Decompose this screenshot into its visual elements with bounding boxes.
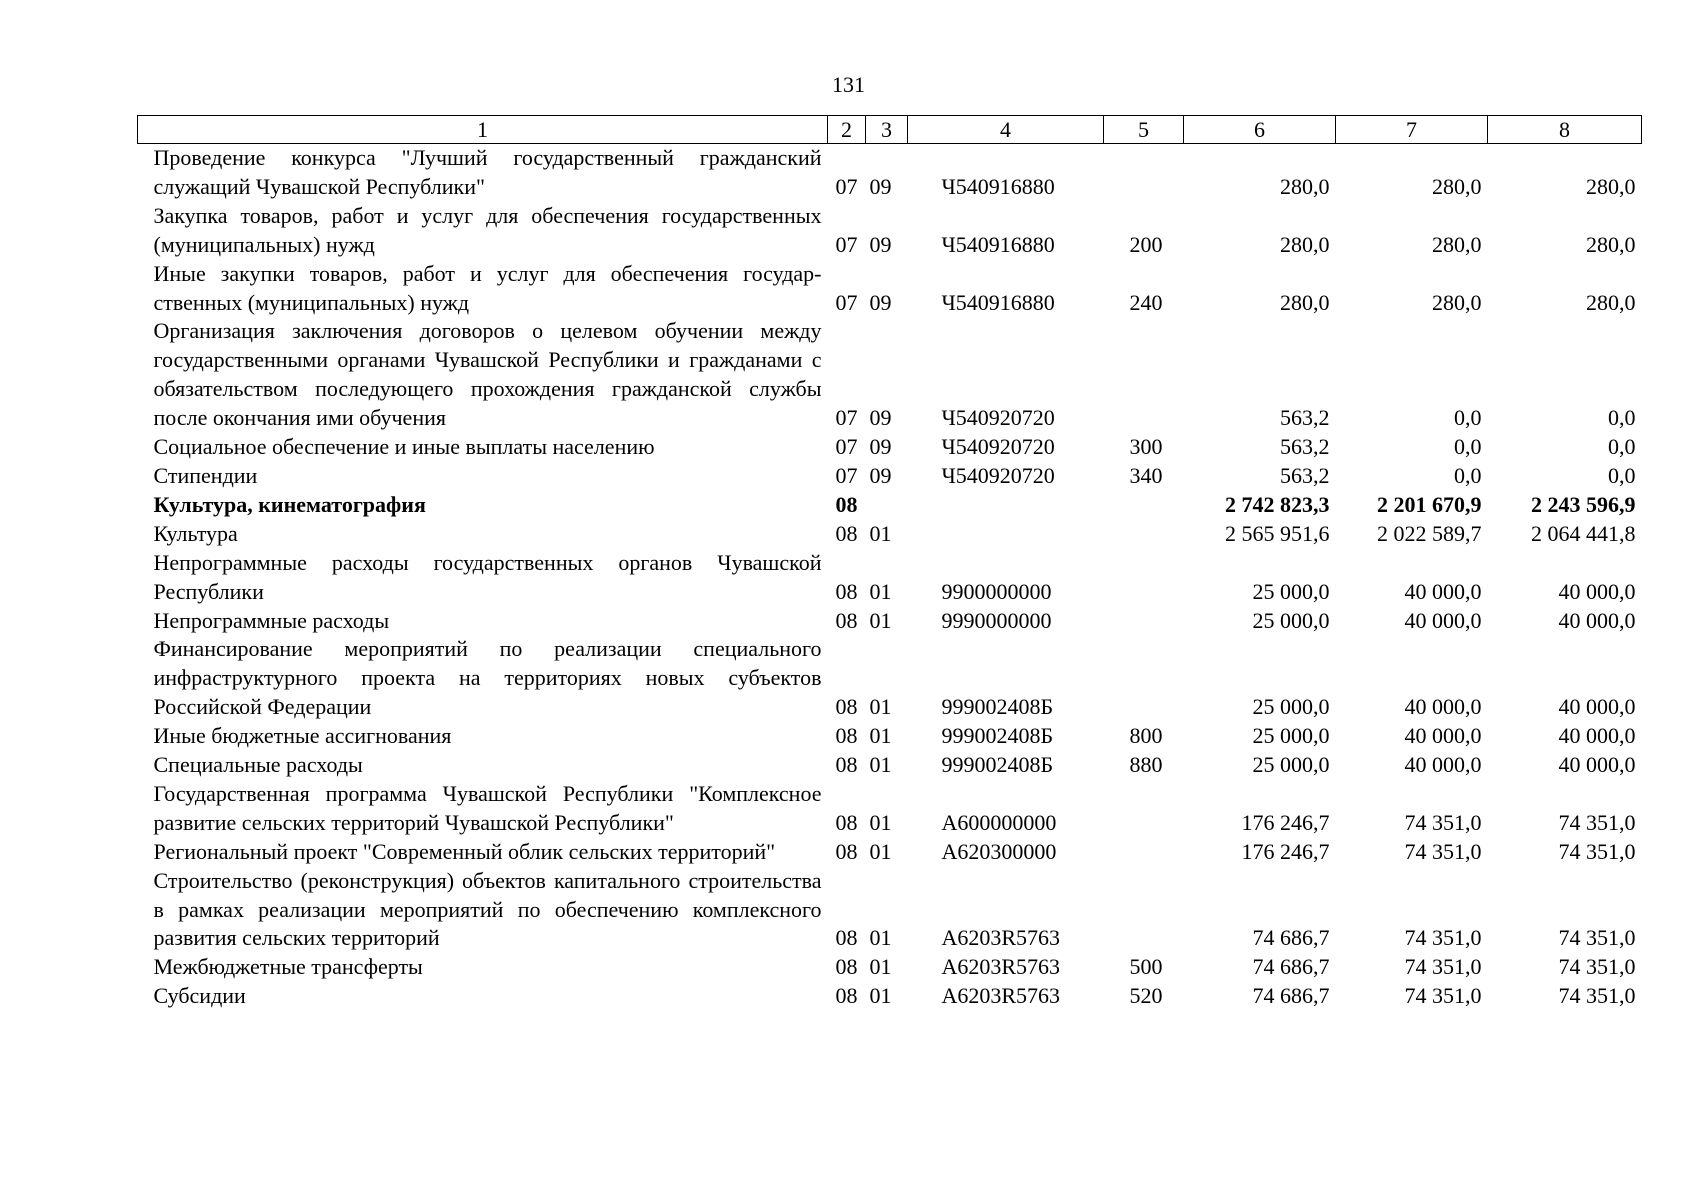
row-target-article: Ч540916880 xyxy=(941,289,1055,315)
row-amount-8: 280,0 xyxy=(1586,173,1636,199)
row-target-article: 9990000000 xyxy=(941,607,1052,633)
row-subsection-code: 09 xyxy=(869,434,892,460)
row-amount-6: 25 000,0 xyxy=(1252,607,1330,633)
row-amount-8: 0,0 xyxy=(1608,405,1636,431)
row-amount-8: 280,0 xyxy=(1586,289,1636,315)
row-amount-6: 25 000,0 xyxy=(1252,694,1330,720)
column-header-1: 1 xyxy=(138,116,828,144)
row-target-article: А600000000 xyxy=(941,809,1057,835)
row-amount-6: 2 565 951,6 xyxy=(1225,520,1330,546)
row-name: Специальные расходы xyxy=(153,752,363,778)
row-target-article xyxy=(908,520,1104,549)
row-amount-7: 40 000,0 xyxy=(1404,694,1482,720)
row-name: Социальное обеспечение и иные выплаты населению xyxy=(153,434,655,460)
row-amount-6: 25 000,0 xyxy=(1252,723,1330,749)
row-target-article: А6203R5763 xyxy=(941,983,1061,1009)
row-amount-8: 40 000,0 xyxy=(1558,752,1636,778)
row-section-code: 07 xyxy=(835,405,858,431)
row-amount-7: 40 000,0 xyxy=(1404,752,1482,778)
row-amount-8: 40 000,0 xyxy=(1558,578,1636,604)
row-subsection-code: 09 xyxy=(869,405,892,431)
column-header-7: 7 xyxy=(1336,116,1488,144)
row-target-article: Ч540916880 xyxy=(941,231,1055,257)
row-name: Государственная программа Чувашской Республики "Комплексное развитие сельских территорий Чувашской Республики" xyxy=(153,780,822,835)
row-target-article: 9900000000 xyxy=(941,578,1052,604)
column-header-5: 5 xyxy=(1104,116,1184,144)
table-body xyxy=(138,144,1642,1012)
row-expense-type: 520 xyxy=(1129,983,1163,1009)
row-section-code: 08 xyxy=(835,925,858,951)
row-section-code: 08 xyxy=(835,954,858,980)
row-section-code: 08 xyxy=(835,694,858,720)
row-section-code: 07 xyxy=(835,289,858,315)
row-amount-7: 0,0 xyxy=(1454,462,1482,488)
row-subsection-code xyxy=(866,491,908,520)
row-section-code: 07 xyxy=(835,434,858,460)
table-row xyxy=(138,982,1642,1011)
row-name: Субсидии xyxy=(153,983,246,1009)
row-amount-7: 74 351,0 xyxy=(1404,954,1482,980)
row-name: Проведение конкурса "Лучший государственный гражданский служащий Чувашской Республики" xyxy=(153,145,822,199)
row-expense-type xyxy=(1104,867,1184,954)
row-target-article: А620300000 xyxy=(941,838,1057,864)
row-amount-6: 280,0 xyxy=(1280,231,1330,257)
row-subsection-code: 01 xyxy=(869,838,892,864)
row-subsection-code: 09 xyxy=(869,231,892,257)
row-amount-6: 563,2 xyxy=(1280,405,1330,431)
table-row xyxy=(138,780,1642,838)
row-amount-6: 74 686,7 xyxy=(1252,983,1330,1009)
row-target-article: 999002408Б xyxy=(941,752,1054,778)
table-row xyxy=(138,462,1642,491)
table-row xyxy=(138,635,1642,722)
row-subsection-code: 01 xyxy=(869,925,892,951)
row-amount-8: 2 064 441,8 xyxy=(1531,520,1636,546)
row-target-article: Ч540920720 xyxy=(941,462,1055,488)
row-subsection-code: 09 xyxy=(869,289,892,315)
table-row xyxy=(138,433,1642,462)
row-amount-7: 40 000,0 xyxy=(1404,578,1482,604)
row-subsection-code: 01 xyxy=(869,752,892,778)
row-amount-8: 74 351,0 xyxy=(1558,925,1636,951)
row-target-article: Ч540916880 xyxy=(941,173,1055,199)
table-row xyxy=(138,144,1642,202)
row-name: Непрограммные расходы государственных органов Чувашской Республики xyxy=(153,549,822,604)
row-amount-6: 280,0 xyxy=(1280,289,1330,315)
row-name: Иные бюджетные ассигнования xyxy=(153,723,452,749)
row-name: Иные закупки товаров, работ и услуг для обеспечения государственных (муниципальных) нужд xyxy=(153,260,822,315)
table-row xyxy=(138,953,1642,982)
row-amount-7: 280,0 xyxy=(1432,289,1482,315)
header-row xyxy=(138,116,1642,144)
row-amount-8: 0,0 xyxy=(1608,434,1636,460)
row-amount-6: 176 246,7 xyxy=(1241,809,1330,835)
row-amount-6: 74 686,7 xyxy=(1252,954,1330,980)
row-amount-7: 280,0 xyxy=(1432,173,1482,199)
row-expense-type xyxy=(1104,607,1184,636)
row-amount-8: 40 000,0 xyxy=(1558,694,1636,720)
row-subsection-code: 01 xyxy=(869,983,892,1009)
row-target-article: А6203R5763 xyxy=(941,954,1061,980)
row-amount-6: 176 246,7 xyxy=(1241,838,1330,864)
row-section-code: 08 xyxy=(835,983,858,1009)
table-row xyxy=(138,722,1642,751)
row-subsection-code: 01 xyxy=(869,607,892,633)
row-name: Организация заключения договоров о целевом обучении между государственными органами Чувашской Республики и гражданами с обязательством последующего прохождения гражданской службы после окончания ими обучения xyxy=(153,318,822,431)
row-name: Стипендии xyxy=(153,462,258,488)
table-row xyxy=(138,838,1642,867)
column-header-6: 6 xyxy=(1184,116,1336,144)
row-target-article: 999002408Б xyxy=(941,694,1054,720)
row-expense-type: 500 xyxy=(1129,954,1163,980)
row-section-code: 08 xyxy=(835,838,858,864)
column-header-3: 3 xyxy=(866,116,908,144)
row-expense-type: 240 xyxy=(1129,289,1163,315)
table-row xyxy=(138,751,1642,780)
row-name: Финансирование мероприятий по реализации специального инфраструктурного проекта на территориях новых субъектов Российской Федерации xyxy=(153,636,822,720)
row-expense-type: 340 xyxy=(1129,462,1163,488)
row-amount-8: 0,0 xyxy=(1608,462,1636,488)
row-section-code: 07 xyxy=(835,173,858,199)
row-amount-7: 40 000,0 xyxy=(1404,607,1482,633)
row-name: Закупка товаров, работ и услуг для обеспечения государственных (муниципальных) нужд xyxy=(153,202,822,257)
row-amount-8: 40 000,0 xyxy=(1558,723,1636,749)
row-name: Непрограммные расходы xyxy=(153,607,390,633)
row-target-article xyxy=(908,491,1104,520)
row-subsection-code: 01 xyxy=(869,694,892,720)
table-row xyxy=(138,607,1642,636)
row-section-code: 08 xyxy=(835,520,858,546)
row-subsection-code: 09 xyxy=(869,462,892,488)
row-amount-6: 25 000,0 xyxy=(1252,752,1330,778)
row-target-article: Ч540920720 xyxy=(941,405,1055,431)
row-amount-8: 74 351,0 xyxy=(1558,809,1636,835)
row-name: Региональный проект "Современный облик сельских территорий" xyxy=(153,838,776,864)
table-row xyxy=(138,520,1642,549)
row-amount-6: 563,2 xyxy=(1280,434,1330,460)
row-amount-6: 563,2 xyxy=(1280,462,1330,488)
row-name: Культура, кинематография xyxy=(153,491,426,517)
row-amount-6: 25 000,0 xyxy=(1252,578,1330,604)
row-expense-type: 800 xyxy=(1129,723,1163,749)
row-amount-7: 2 201 670,9 xyxy=(1377,491,1482,517)
table-row xyxy=(138,317,1642,433)
table-row xyxy=(138,260,1642,318)
row-target-article: Ч540920720 xyxy=(941,434,1055,460)
row-expense-type xyxy=(1104,520,1184,549)
row-section-code: 08 xyxy=(835,723,858,749)
row-name: Межбюджетные трансферты xyxy=(153,954,423,980)
row-amount-8: 74 351,0 xyxy=(1558,983,1636,1009)
column-header-4: 4 xyxy=(908,116,1104,144)
row-expense-type xyxy=(1104,491,1184,520)
table-row xyxy=(138,549,1642,607)
row-amount-7: 74 351,0 xyxy=(1404,838,1482,864)
row-amount-8: 74 351,0 xyxy=(1558,838,1636,864)
table-row xyxy=(138,867,1642,954)
budget-table xyxy=(137,115,1642,1011)
row-expense-type: 300 xyxy=(1129,434,1163,460)
row-amount-7: 0,0 xyxy=(1454,434,1482,460)
row-expense-type: 880 xyxy=(1129,752,1163,778)
row-subsection-code: 01 xyxy=(869,578,892,604)
row-amount-6: 74 686,7 xyxy=(1252,925,1330,951)
row-section-code: 08 xyxy=(835,752,858,778)
row-subsection-code: 01 xyxy=(869,723,892,749)
row-amount-6: 280,0 xyxy=(1280,173,1330,199)
row-amount-7: 0,0 xyxy=(1454,405,1482,431)
row-expense-type xyxy=(1104,838,1184,867)
table-row xyxy=(138,202,1642,260)
row-amount-7: 2 022 589,7 xyxy=(1377,520,1482,546)
row-section-code: 07 xyxy=(835,231,858,257)
row-expense-type xyxy=(1104,317,1184,433)
row-amount-8: 40 000,0 xyxy=(1558,607,1636,633)
row-expense-type xyxy=(1104,144,1184,202)
row-name: Строительство (реконструкция) объектов капитального строительства в рамках реализации мероприятий по обеспечению комплексного развития сельских территорий xyxy=(153,867,822,951)
row-section-code: 08 xyxy=(835,809,858,835)
row-amount-8: 74 351,0 xyxy=(1558,954,1636,980)
row-subsection-code: 01 xyxy=(869,809,892,835)
row-subsection-code: 01 xyxy=(869,520,892,546)
row-amount-8: 280,0 xyxy=(1586,231,1636,257)
column-header-8: 8 xyxy=(1488,116,1642,144)
row-section-code: 08 xyxy=(835,607,858,633)
row-amount-7: 280,0 xyxy=(1432,231,1482,257)
row-subsection-code: 09 xyxy=(869,173,892,199)
row-amount-8: 2 243 596,9 xyxy=(1531,491,1636,517)
row-expense-type: 200 xyxy=(1129,231,1163,257)
row-section-code: 07 xyxy=(835,462,858,488)
row-amount-7: 40 000,0 xyxy=(1404,723,1482,749)
row-section-code: 08 xyxy=(835,578,858,604)
page-number: 131 xyxy=(832,72,865,97)
column-header-2: 2 xyxy=(828,116,866,144)
row-amount-6: 2 742 823,3 xyxy=(1225,491,1330,517)
table-row xyxy=(138,491,1642,520)
row-subsection-code: 01 xyxy=(869,954,892,980)
row-expense-type xyxy=(1104,780,1184,838)
row-amount-7: 74 351,0 xyxy=(1404,983,1482,1009)
table-header xyxy=(138,116,1642,144)
row-target-article: А6203R5763 xyxy=(941,925,1061,951)
row-amount-7: 74 351,0 xyxy=(1404,925,1482,951)
row-expense-type xyxy=(1104,635,1184,722)
row-target-article: 999002408Б xyxy=(941,723,1054,749)
row-name: Культура xyxy=(153,520,238,546)
row-section-code: 08 xyxy=(835,491,858,517)
row-expense-type xyxy=(1104,549,1184,607)
row-amount-7: 74 351,0 xyxy=(1404,809,1482,835)
